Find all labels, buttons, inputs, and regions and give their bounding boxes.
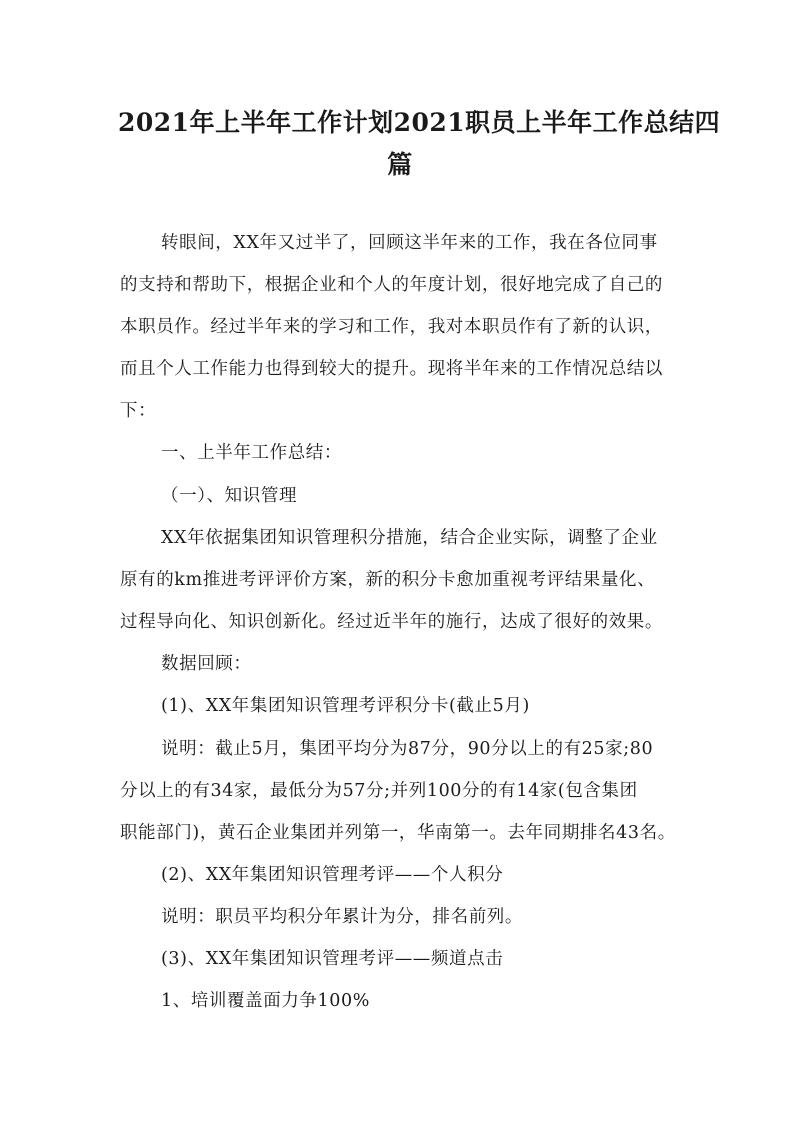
text-line: 原有的km推进考评评价方案，新的积分卡愈加重视考评结果量化、 (120, 570, 656, 590)
text-line: 说明：截止5月，集团平均分为87分，90分以上的有25家;80 (161, 739, 654, 759)
item-heading: (3)、XX年集团知识管理考评——频道点击 (161, 949, 504, 969)
item-heading: (1)、XX年集团知识管理考评积分卡(截止5月) (161, 696, 530, 716)
subsection-heading: （一）、知识管理 (161, 486, 298, 506)
list-item: 1、培训覆盖面力争100% (161, 991, 370, 1011)
text-line: 职能部门)，黄石企业集团并列第一，华南第一。去年同期排名43名。 (120, 823, 676, 843)
text-line: 过程导向化、知识创新化。经过近半年的施行，达成了很好的效果。 (120, 612, 663, 632)
text-line: 本职员作。经过半年来的学习和工作，我对本职员作有了新的认识， (120, 317, 663, 337)
section-heading: 一、上半年工作总结： (161, 443, 342, 463)
data-review-heading: 数据回顾： (161, 654, 252, 674)
paragraph-explanation-2: 说明：职员平均积分年累计为分，排名前列。 (161, 907, 523, 927)
text-line: XX年依据集团知识管理积分措施，结合企业实际，调整了企业 (161, 528, 658, 548)
text-line: 的支持和帮助下，根据企业和个人的年度计划，很好地完成了自己的 (120, 275, 663, 295)
item-heading: (2)、XX年集团知识管理考评——个人积分 (161, 865, 504, 885)
text-line: 而且个人工作能力也得到较大的提升。现将半年来的工作情况总结以 (120, 359, 663, 379)
title-line-1: 2021年上半年工作计划2021职员上半年工作总结四 (118, 108, 721, 137)
text-line: 分以上的有34家，最低分为57分;并列100分的有14家(包含集团 (120, 781, 638, 801)
text-line: 下： (120, 401, 157, 421)
document-title (118, 102, 721, 186)
text-line: 转眼间，XX年又过半了，回顾这半年来的工作，我在各位同事 (161, 233, 658, 253)
title-line-2: 篇 (387, 150, 413, 179)
